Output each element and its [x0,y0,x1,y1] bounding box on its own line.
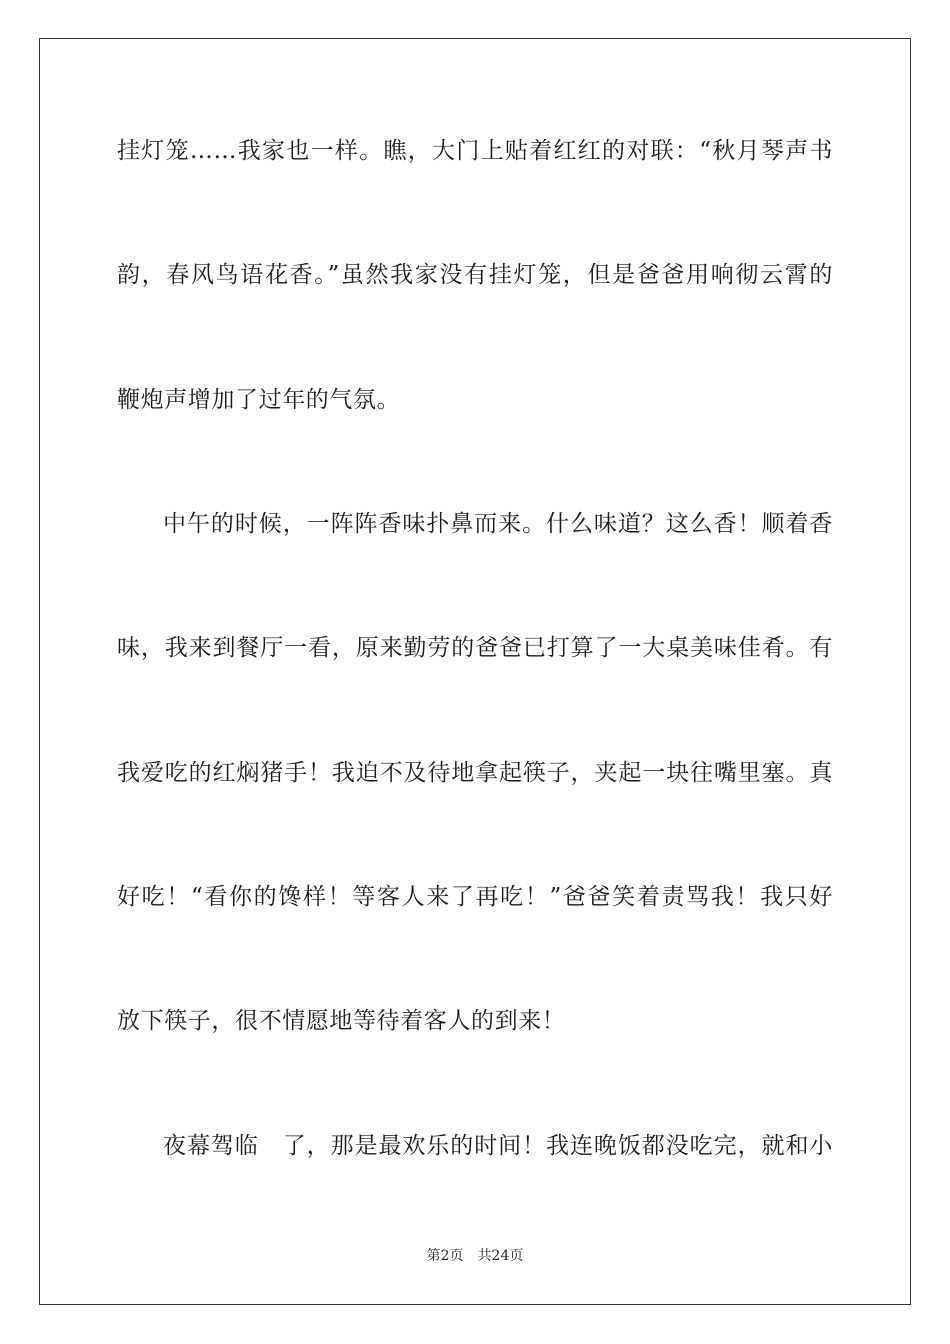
text-line-9: 夜幕驾临 了，那是最欢乐的时间！我连晚饭都没吃完，就和小 [163,1133,833,1159]
text-line-2: 韵，春风鸟语花香。”虽然我家没有挂灯笼，但是爸爸用响彻云霄的 [117,262,833,288]
text-line-8: 放下筷子，很不情愿地等待着客人的到来！ [117,1008,566,1034]
text-line-5: 味，我来到餐厅一看，原来勤劳的爸爸已打算了一大桌美味佳肴。有 [117,635,833,661]
text-line-7: 好吃！“看你的馋样！等客人来了再吃！”爸爸笑着责骂我！我只好 [117,884,833,910]
page-number-footer: 第2页 共24页 [426,1248,524,1264]
text-line-1: 挂灯笼……我家也一样。瞧，大门上贴着红红的对联：“秋月琴声书 [117,138,833,164]
page-border [39,38,911,1305]
text-line-4: 中午的时候，一阵阵香味扑鼻而来。什么味道？这么香！顺着香 [163,511,833,537]
text-line-6: 我爱吃的红焖猪手！我迫不及待地拿起筷子，夹起一块往嘴里塞。真 [117,760,833,786]
text-line-3: 鞭炮声增加了过年的气氛。 [117,387,401,413]
